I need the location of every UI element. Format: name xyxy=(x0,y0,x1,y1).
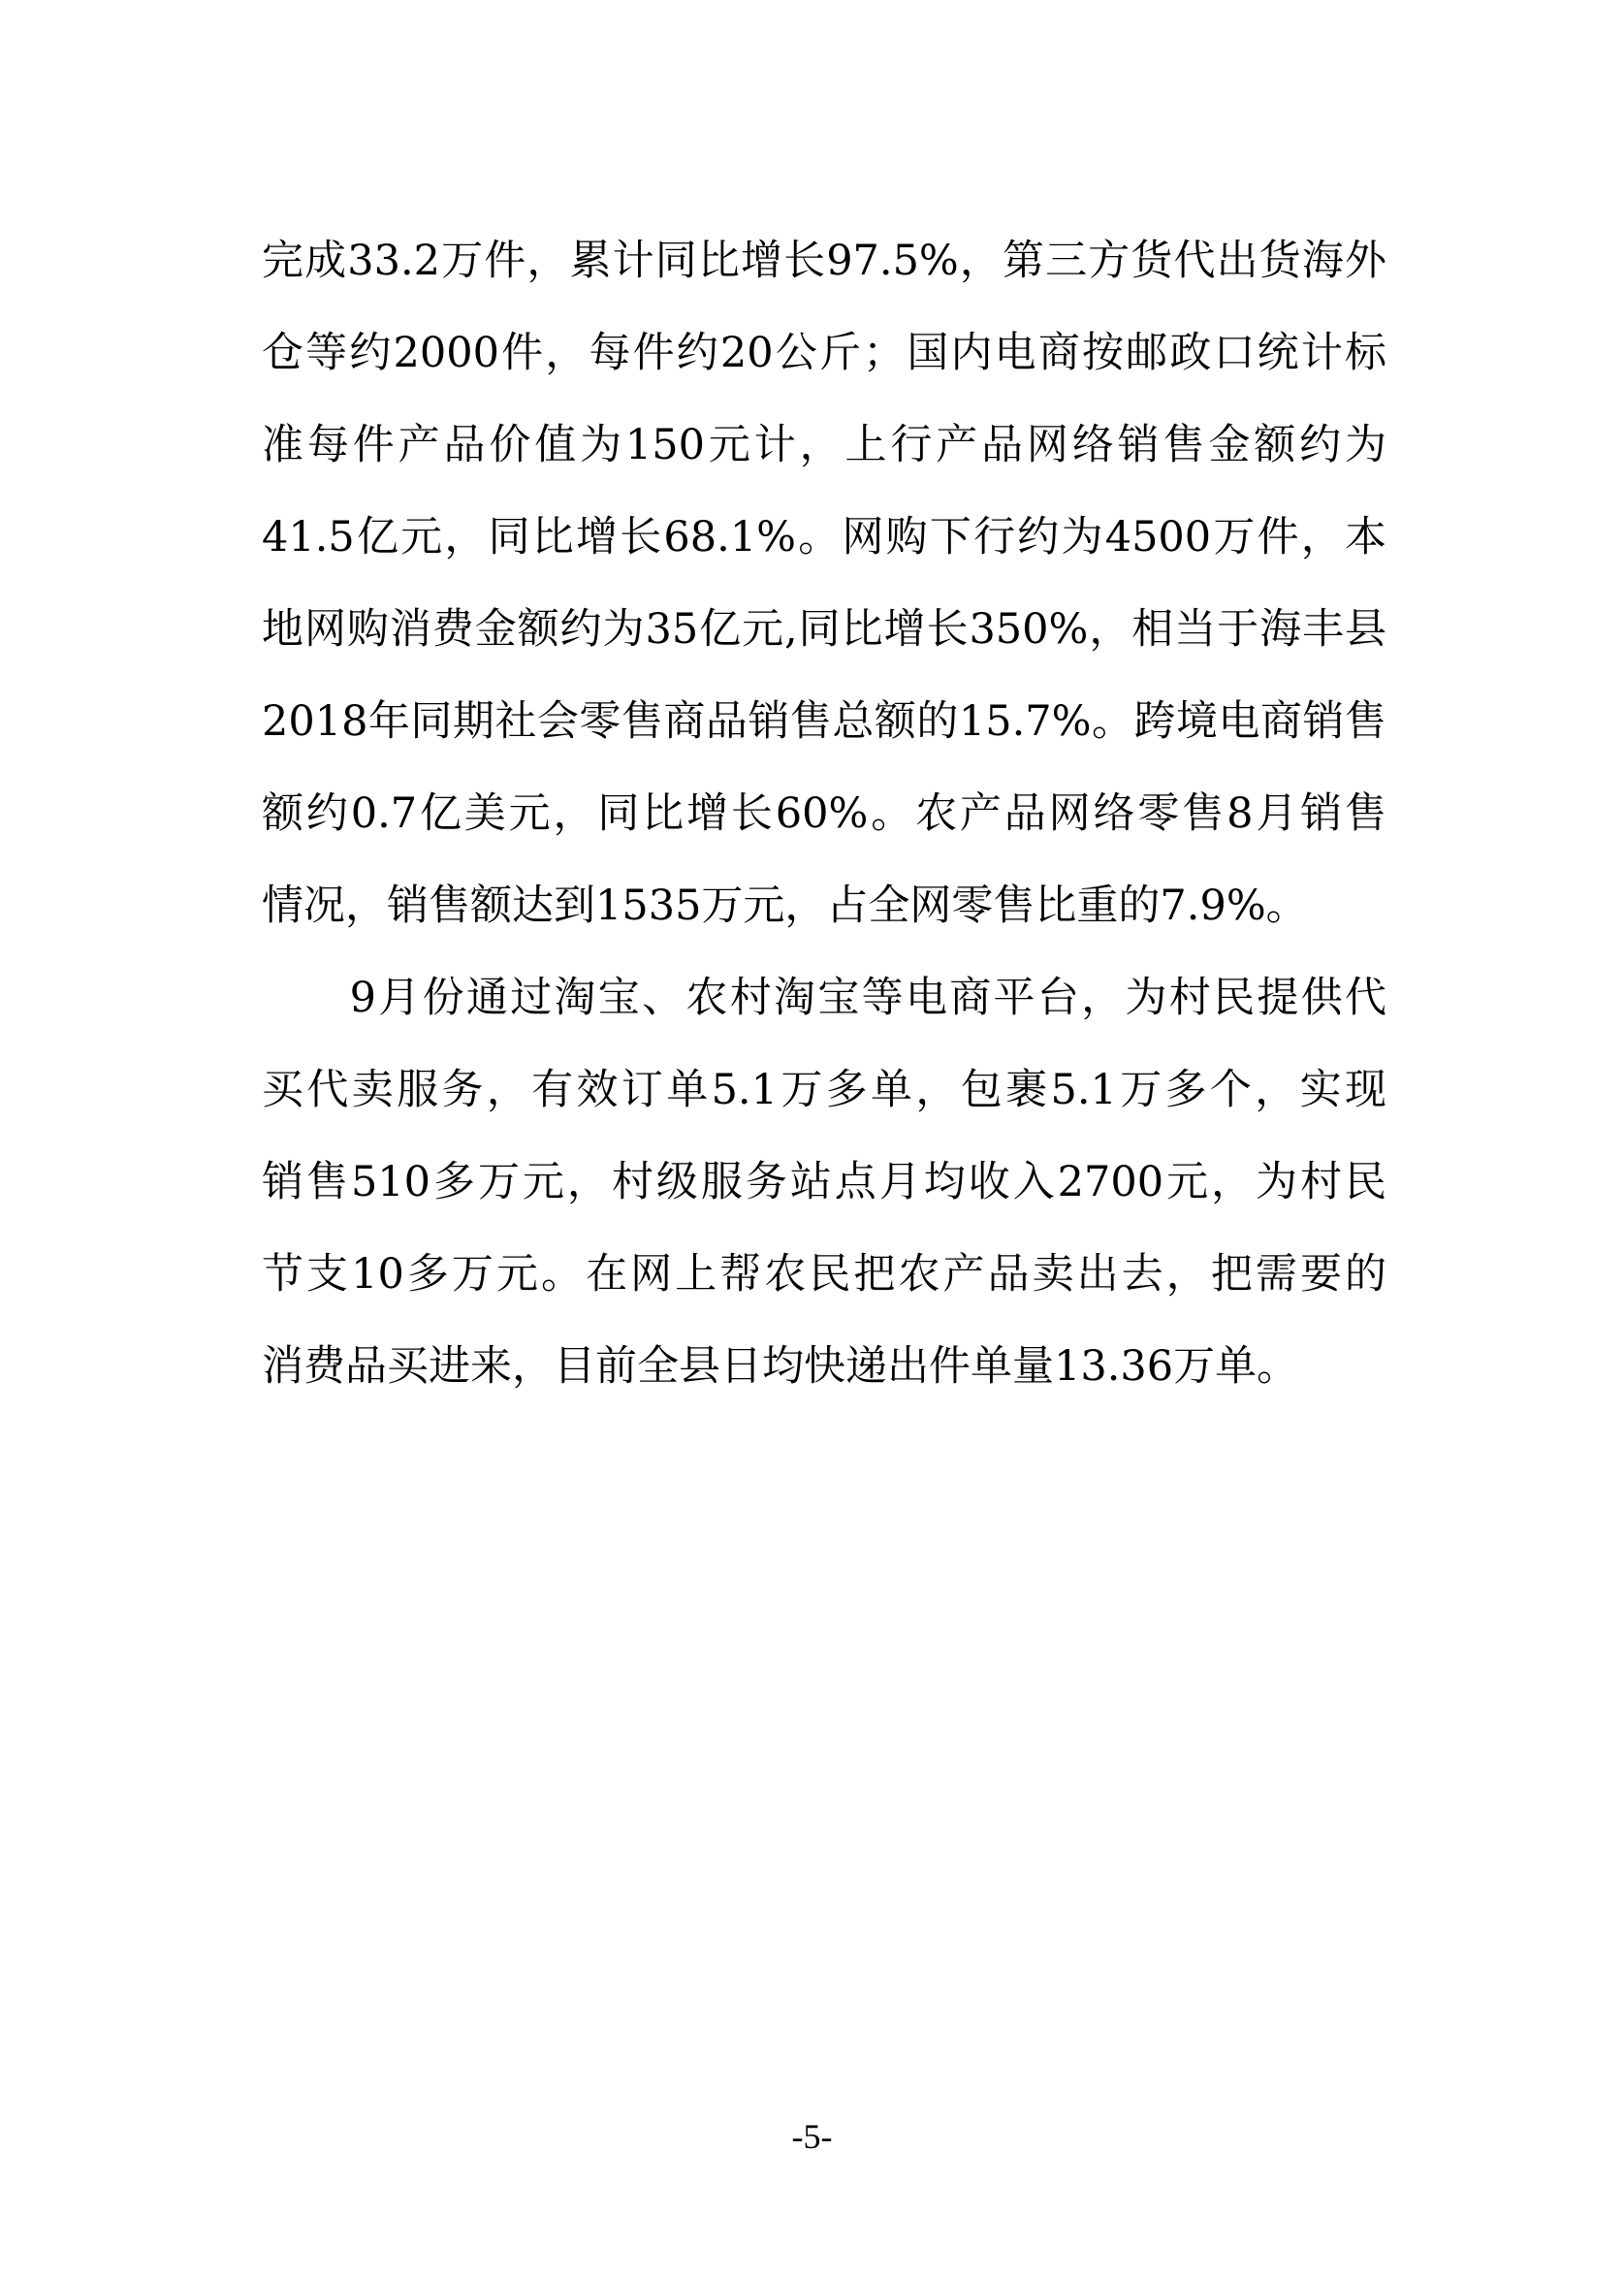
text-line: 地网购消费金额约为35亿元,同比增长350%，相当于海丰县 xyxy=(262,605,1386,654)
text-line: 额约0.7亿美元，同比增长60%。农产品网络零售8月销售 xyxy=(262,789,1386,838)
text-line: 情况，销售额达到1535万元，占全网零售比重的7.9%。 xyxy=(262,882,1308,930)
text-line: 2018年同期社会零售商品销售总额的15.7%。跨境电商销售 xyxy=(262,697,1386,746)
paragraph-2 xyxy=(262,952,1386,1413)
text-line: 完成33.2万件，累计同比增长97.5%，第三方货代出货海外 xyxy=(262,237,1386,285)
body-text xyxy=(262,215,1386,1413)
text-line: 销售510多万元，村级服务站点月均收入2700元，为村民 xyxy=(262,1158,1386,1206)
page-number: -5- xyxy=(791,2117,833,2156)
text-line: 仓等约2000件，每件约20公斤；国内电商按邮政口统计标 xyxy=(262,329,1386,377)
text-line: 消费品买进来，目前全县日均快递出件单量13.36万单。 xyxy=(262,1342,1299,1391)
text-line: 节支10多万元。在网上帮农民把农产品卖出去，把需要的 xyxy=(262,1250,1386,1299)
paragraph-1 xyxy=(262,215,1386,952)
text-line: 准每件产品价值为150元计，上行产品网络销售金额约为 xyxy=(262,421,1386,469)
text-line: 买代卖服务，有效订单5.1万多单，包裹5.1万多个，实现 xyxy=(262,1066,1386,1114)
text-line: 41.5亿元，同比增长68.1%。网购下行约为4500万件，本 xyxy=(262,513,1386,562)
text-line: 9月份通过淘宝、农村淘宝等电商平台，为村民提供代 xyxy=(262,974,1386,1022)
